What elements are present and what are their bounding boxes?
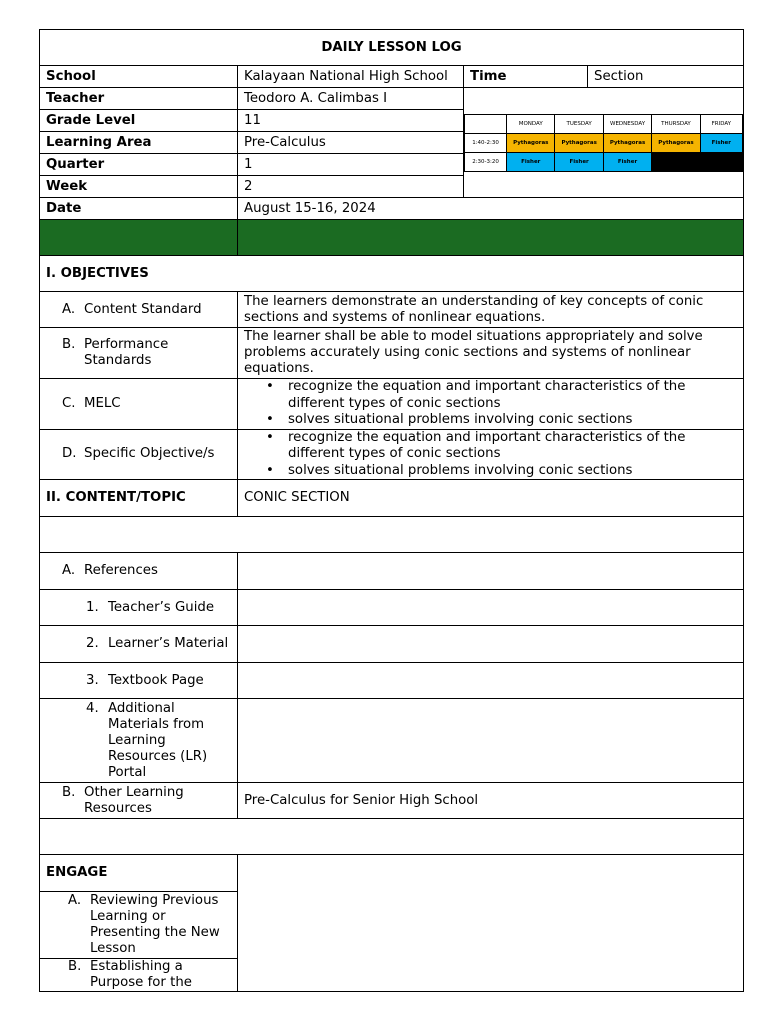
performance-standards-label: B. Performance Standards — [40, 328, 238, 379]
schedule-slot: Fisher — [700, 133, 742, 152]
lesson-log-document — [39, 29, 743, 992]
schedule-time: 1:40-2:30 — [465, 133, 507, 152]
grade-value: 11 — [238, 110, 464, 132]
schedule-slot: Pythagoras — [555, 133, 603, 152]
document-title: DAILY LESSON LOG — [40, 30, 744, 66]
melc-item: • recognize the equation and important characteristics of the different types of conic sections — [288, 379, 737, 412]
quarter-value: 1 — [238, 154, 464, 176]
engage-purpose-label: B. Establishing a Purpose for the — [40, 959, 238, 992]
reference-value — [238, 626, 744, 663]
references-value — [238, 553, 744, 590]
content-topic-value: CONIC SECTION — [238, 480, 744, 517]
date-label: Date — [40, 198, 238, 220]
week-value: 2 — [238, 176, 464, 198]
other-resources-value: Pre-Calculus for Senior High School — [238, 783, 744, 819]
content-standard-label: A. Content Standard — [40, 292, 238, 328]
reference-value — [238, 699, 744, 783]
schedule-slot-empty — [700, 152, 742, 171]
schedule-day: FRIDAY — [700, 114, 742, 133]
schedule-slot: Pythagoras — [507, 133, 555, 152]
other-resources-label: B. Other Learning Resources — [40, 783, 238, 819]
teacher-label: Teacher — [40, 88, 238, 110]
schedule-corner — [465, 114, 507, 133]
school-label: School — [40, 66, 238, 88]
specific-objectives-label: D. Specific Objective/s — [40, 429, 238, 480]
performance-standards-text: The learner shall be able to model situations appropriately and solve problems accurately using conic sections and systems of nonlinear equations. — [238, 328, 744, 379]
reference-textbook-page: 3. Textbook Page — [40, 663, 238, 699]
references-label: A. References — [40, 553, 238, 590]
school-value: Kalayaan National High School — [238, 66, 464, 88]
schedule-cell — [464, 88, 744, 198]
teacher-value: Teodoro A. Calimbas I — [238, 88, 464, 110]
schedule-day: TUESDAY — [555, 114, 603, 133]
reference-value — [238, 663, 744, 699]
schedule-time: 2:30-3:20 — [465, 152, 507, 171]
schedule-table — [464, 114, 743, 172]
grade-label: Grade Level — [40, 110, 238, 132]
melc-items — [238, 379, 744, 430]
specific-objective-item: • recognize the equation and important characteristics of the different types of conic sections — [288, 430, 737, 463]
reference-lr-portal: 4. Additional Materials from Learning Resources (LR) Portal — [40, 699, 238, 783]
blank-row — [40, 819, 744, 855]
reference-value — [238, 590, 744, 626]
schedule-slot: Pythagoras — [652, 133, 700, 152]
week-label: Week — [40, 176, 238, 198]
schedule-slot: Pythagoras — [603, 133, 651, 152]
reference-teachers-guide: 1. Teacher’s Guide — [40, 590, 238, 626]
engage-heading: ENGAGE — [40, 855, 238, 892]
green-band-right — [238, 220, 744, 256]
blank-row — [40, 517, 744, 553]
section-label: Section — [588, 66, 744, 88]
schedule-slot: Fisher — [555, 152, 603, 171]
schedule-slot: Fisher — [603, 152, 651, 171]
schedule-day: WEDNESDAY — [603, 114, 651, 133]
schedule-day: THURSDAY — [652, 114, 700, 133]
specific-objective-item: • solves situational problems involving conic sections — [288, 463, 737, 480]
reference-learners-material: 2. Learner’s Material — [40, 626, 238, 663]
date-value: August 15-16, 2024 — [238, 198, 744, 220]
schedule-slot-empty — [652, 152, 700, 171]
schedule-day: MONDAY — [507, 114, 555, 133]
area-label: Learning Area — [40, 132, 238, 154]
specific-objectives-items — [238, 429, 744, 480]
content-topic-label: II. CONTENT/TOPIC — [40, 480, 238, 517]
quarter-label: Quarter — [40, 154, 238, 176]
green-band-left — [40, 220, 238, 256]
content-standard-text: The learners demonstrate an understanding of key concepts of conic sections and systems of nonlinear equations. — [238, 292, 744, 328]
lesson-log-table — [39, 29, 744, 992]
engage-content — [238, 855, 744, 992]
engage-review-label: A. Reviewing Previous Learning or Presenting the New Lesson — [40, 892, 238, 959]
melc-item: • solves situational problems involving conic sections — [288, 412, 737, 429]
area-value: Pre-Calculus — [238, 132, 464, 154]
schedule-slot: Fisher — [507, 152, 555, 171]
objectives-heading: I. OBJECTIVES — [40, 256, 744, 292]
melc-label: C. MELC — [40, 379, 238, 430]
time-label: Time — [464, 66, 588, 88]
